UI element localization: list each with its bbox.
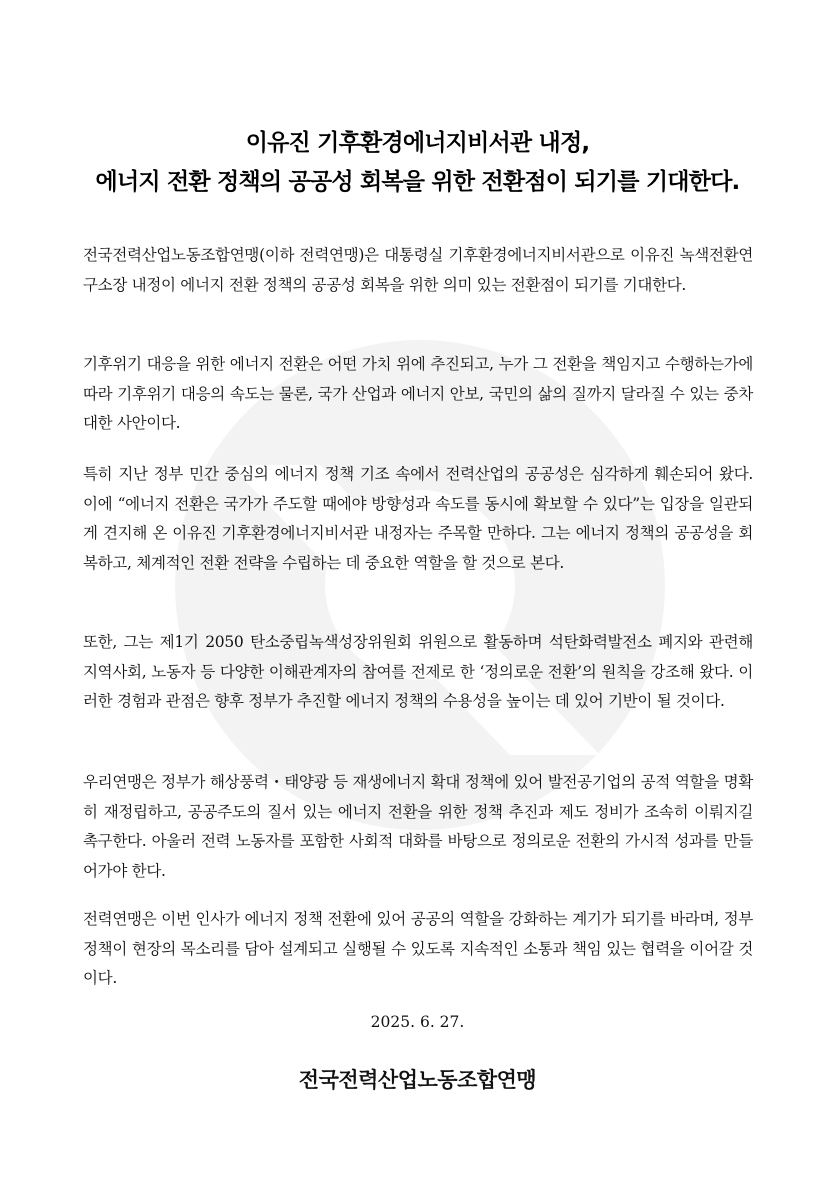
document-date: 2025. 6. 27. — [370, 1013, 465, 1031]
body-paragraph-6: 전력연맹은 이번 인사가 에너지 정책 전환에 있어 공공의 역할을 강화하는 계기가 되기를 바라며, 정부 정책이 현장의 목소리를 담아 설계되고 실행될 수 있도록 지속적인 소통과 책임 있는 협력을 이어갈 것이다. — [83, 910, 753, 987]
body-paragraph-3: 특히 지난 정부 민간 중심의 에너지 정책 기조 속에서 전력산업의 공공성은 심각하게 훼손되어 왔다. 이에 “에너지 전환은 국가가 주도할 때에야 방향성과 속도를 동시에 확보할 수 있다”는 입장을 일관되게 견지해 온 이유진 기후환경에너지비서관 내정자는 주목할 만하다. 그는 에너지 정책의 공공성을 회복하고, 체계적인 전환 전략을 수립하는 데 중요한 역할을 할 것으로 본다. — [83, 465, 753, 572]
body-paragraph-2: 기후위기 대응을 위한 에너지 전환은 어떤 가치 위에 추진되고, 누가 그 전환을 책임지고 수행하는가에 따라 기후위기 대응의 속도는 물론, 국가 산업과 에너지 안보, 국민의 삶의 질까지 달라질 수 있는 중차대한 사안이다. — [83, 355, 753, 432]
body-paragraph-4: 또한, 그는 제1기 2050 탄소중립녹색성장위원회 위원으로 활동하며 석탄화력발전소 폐지와 관련해 지역사회, 노동자 등 다양한 이해관계자의 참여를 전제로 한 ‘정의로운 전환’의 원칙을 강조해 왔다. 이러한 경험과 관점은 향후 정부가 추진할 에너지 정책의 수용성을 높이는 데 있어 기반이 될 것이다. — [83, 633, 753, 710]
document-title-line-2: 에너지 전환 정책의 공공성 회복을 위한 전환점이 되기를 기대한다. — [95, 169, 740, 195]
body-paragraph-5: 우리연맹은 정부가 해상풍력・태양광 등 재생에너지 확대 정책에 있어 발전공기업의 공적 역할을 명확히 재정립하고, 공공주도의 질서 있는 에너지 전환을 위한 정책 추진과 제도 정비가 조속히 이뤄지길 촉구한다. 아울러 전력 노동자를 포함한 사회적 대화를 바탕으로 정의로운 전환의 가시적 성과를 만들어가야 한다. — [83, 773, 753, 880]
document-title-line-1: 이유진 기후환경에너지비서관 내정, — [245, 130, 590, 156]
issuer-signature: 전국전력산업노동조합연맹 — [298, 1068, 537, 1092]
body-paragraph-1: 전국전력산업노동조합연맹(이하 전력연맹)은 대통령실 기후환경에너지비서관으로 이유진 녹색전환연구소장 내정이 에너지 전환 정책의 공공성 회복을 위한 의미 있는 전환점이 되기를 기대한다. — [83, 246, 753, 294]
